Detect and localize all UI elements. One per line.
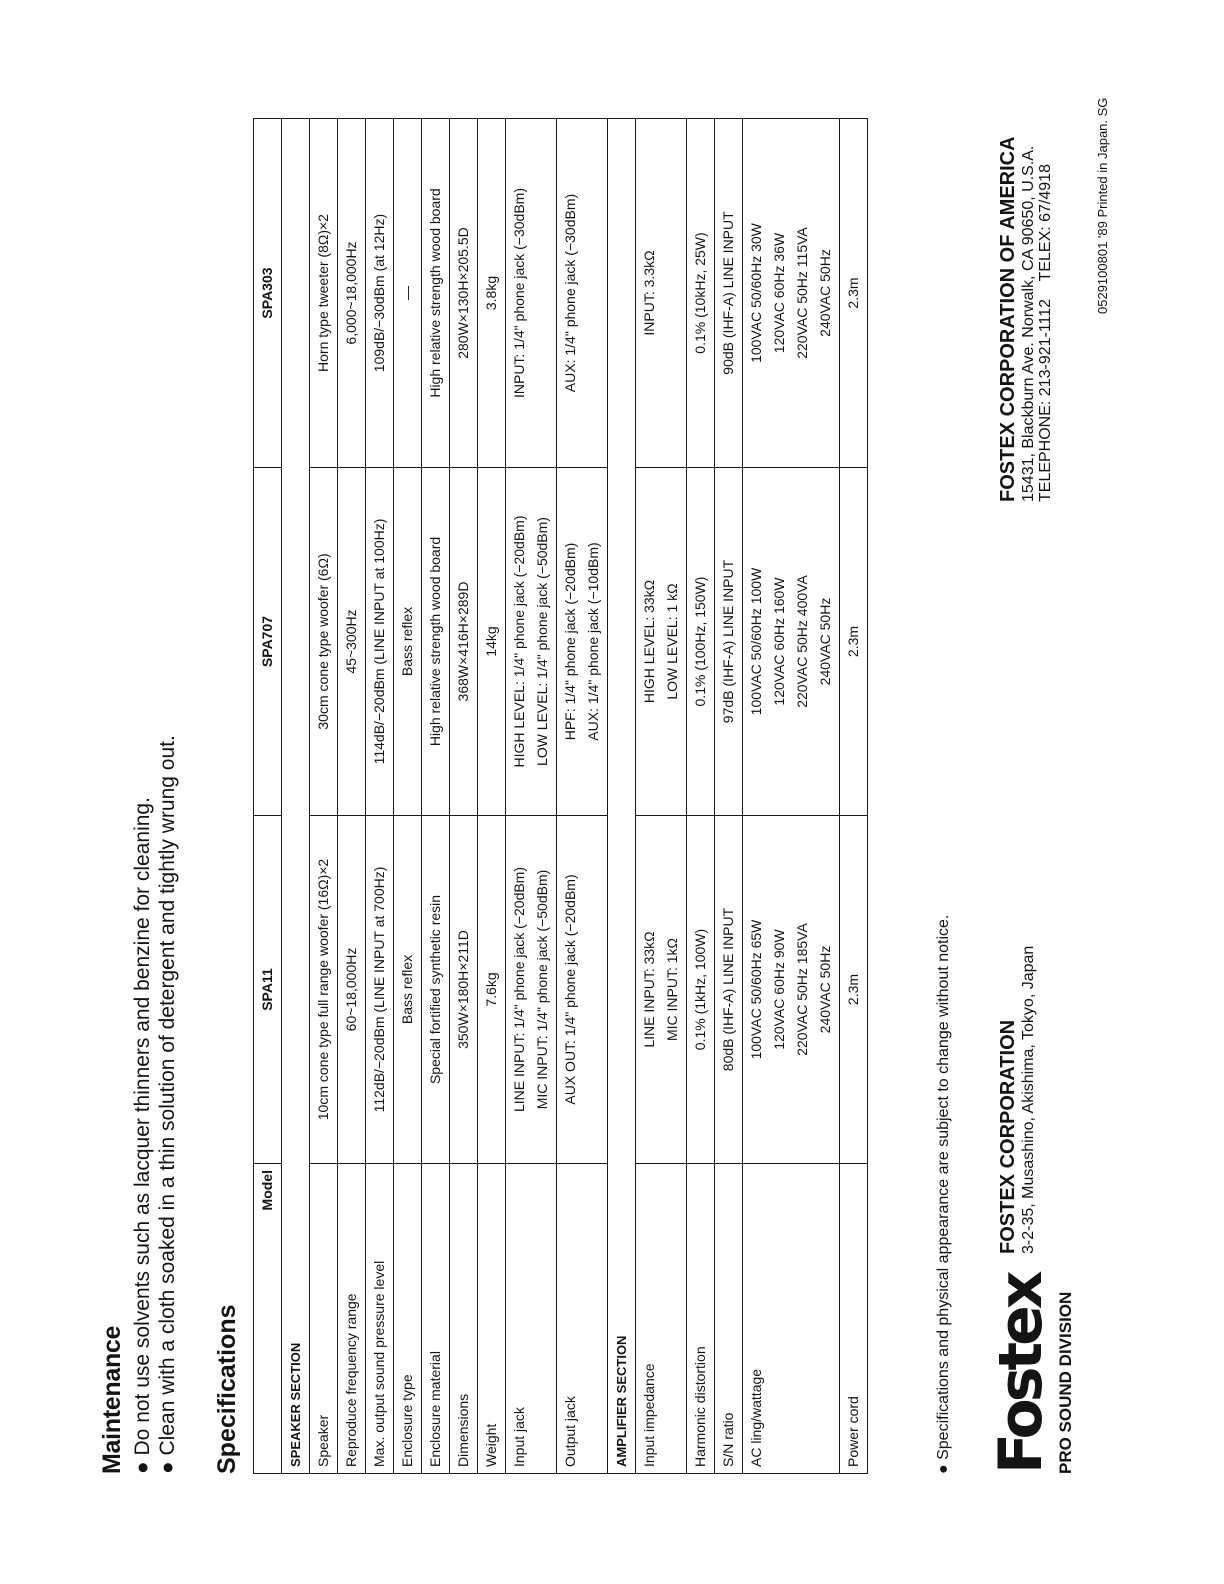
table-row: [450, 119, 478, 1474]
spec-value: 2.3m: [845, 625, 861, 658]
table-header-row: [254, 119, 282, 1474]
spec-value: 100VAC 50/60Hz 100W: [748, 567, 764, 716]
spec-value-cell: [743, 816, 840, 1164]
table-row: [715, 119, 743, 1474]
spec-label: AC ling/wattage: [743, 1164, 840, 1474]
spec-value: MIC INPUT: 1kΩ: [664, 937, 680, 1042]
spec-value: High relative strength wood board: [427, 536, 443, 747]
corporation-japan-name: FOSTEX CORPORATION: [997, 1019, 1019, 1254]
fostex-logo: Fostex: [986, 1274, 1056, 1474]
spec-value: AUX: 1/4" phone jack (−10dBm): [585, 542, 601, 741]
spec-value: 14kg: [483, 626, 499, 657]
section-heading: SPEAKER SECTION: [282, 119, 310, 1474]
spec-label: Max. output sound pressure level: [366, 1164, 394, 1474]
spec-value-cell: [557, 119, 608, 468]
model-name: SPA303: [254, 119, 282, 468]
spec-value: 120VAC 60Hz 90W: [771, 929, 787, 1050]
spec-value-cell: [394, 468, 422, 816]
spec-value-cell: [687, 468, 715, 816]
model-name: SPA707: [254, 468, 282, 816]
spec-label: S/N ratio: [715, 1164, 743, 1474]
spec-value-cell: [422, 468, 450, 816]
spec-value: 112dB/−20dBm (LINE INPUT at 700Hz): [371, 866, 387, 1113]
spec-value-cell: [310, 119, 338, 468]
spec-value: 350W×180H×211D: [455, 930, 471, 1049]
spec-value: 3.8kg: [483, 275, 499, 311]
print-info: 0529100801 '89 Printed in Japan. SG: [1095, 97, 1110, 314]
spec-value-cell: [338, 468, 366, 816]
spec-value: 100VAC 50/60Hz 65W: [748, 919, 764, 1060]
spec-label: Weight: [478, 1164, 506, 1474]
spec-value-cell: [310, 468, 338, 816]
maintenance-bullet: ● Clean with a cloth soaked in a thin solution of detergent and tightly wrung out.: [156, 735, 179, 1474]
spec-value: 10cm cone type full range woofer (16Ω)×2: [315, 858, 331, 1121]
spec-value-cell: [478, 468, 506, 816]
spec-value: 368W×416H×289D: [455, 581, 471, 702]
specifications-title: Specifications: [213, 1304, 241, 1474]
spec-value-cell: [840, 816, 868, 1164]
spec-value: 90dB (IHF-A) LINE INPUT: [720, 211, 736, 375]
spec-value: 100VAC 50/60Hz 30W: [748, 223, 764, 363]
corporation-america: [997, 136, 1054, 502]
spec-value-cell: [422, 119, 450, 468]
spec-value: 220VAC 50Hz 400VA: [794, 575, 810, 708]
spec-value: 240VAC 50Hz: [817, 597, 833, 686]
spec-value: LOW LEVEL: 1 kΩ: [664, 583, 680, 700]
spec-value-cell: [506, 468, 557, 816]
corporation-japan-address: 3-2-35, Musashino, Akishima, Tokyo, Japan: [1020, 945, 1037, 1254]
spec-value: MIC INPUT: 1/4" phone jack (−50dBm): [534, 869, 550, 1110]
spec-value: LINE INPUT: 1/4" phone jack (−20dBm): [511, 866, 527, 1113]
spec-value: 240VAC 50Hz: [817, 249, 833, 337]
table-row: [506, 119, 557, 1474]
section-row: [282, 119, 310, 1474]
spec-value: INPUT: 1/4" phone jack (−30dBm): [511, 188, 527, 399]
maintenance-bullet: ● Do not use solvents such as lacquer thinners and benzine for cleaning.: [131, 797, 154, 1474]
spec-value: 220VAC 50Hz 185VA: [794, 923, 810, 1056]
table-row: [687, 119, 715, 1474]
division-label: PRO SOUND DIVISION: [1056, 1291, 1075, 1474]
spec-value: HIGH LEVEL: 33kΩ: [641, 579, 657, 704]
model-name: SPA11: [254, 816, 282, 1164]
spec-value-cell: [715, 119, 743, 468]
section-heading: AMPLIFIER SECTION: [608, 119, 636, 1474]
spec-value-cell: [557, 816, 608, 1164]
spec-value: 30cm cone type woofer (6Ω): [315, 553, 331, 730]
spec-value-cell: [557, 468, 608, 816]
spec-value: Special fortified synthetic resin: [427, 894, 443, 1085]
spec-value-cell: [394, 816, 422, 1164]
spec-label: Reproduce frequency range: [338, 1164, 366, 1474]
corporation-america-name: FOSTEX CORPORATION OF AMERICA: [997, 136, 1019, 502]
table-row: [366, 119, 394, 1474]
spec-value: 220VAC 50Hz 115VA: [794, 227, 810, 359]
spec-value: 0.1% (10kHz, 25W): [692, 232, 708, 354]
table-row: [743, 119, 840, 1474]
spec-value-cell: [715, 816, 743, 1164]
spec-value: 120VAC 60Hz 36W: [771, 232, 787, 354]
spec-value-cell: [338, 119, 366, 468]
spec-value: HPF: 1/4" phone jack (−20dBm): [562, 542, 578, 741]
spec-value-cell: [715, 468, 743, 816]
spec-value: Bass reflex: [399, 954, 415, 1025]
spec-value: 280W×130H×205.5D: [455, 227, 471, 359]
spec-value: INPUT: 3.3kΩ: [641, 250, 657, 336]
table-row: [394, 119, 422, 1474]
table-row: [478, 119, 506, 1474]
spec-value: 240VAC 50Hz: [817, 945, 833, 1034]
spec-value: 0.1% (1kHz, 100W): [692, 928, 708, 1051]
spec-value: 6,000~18,000Hz: [343, 241, 359, 345]
maintenance-title: Maintenance: [98, 1325, 126, 1474]
spec-label: Speaker: [310, 1164, 338, 1474]
spec-value: Bass reflex: [399, 606, 415, 677]
spec-label: Harmonic distortion: [687, 1164, 715, 1474]
spec-value: 80dB (IHF-A) LINE INPUT: [720, 907, 736, 1072]
specifications-table: [253, 118, 868, 1474]
spec-value-cell: [310, 816, 338, 1164]
spec-value-cell: [743, 468, 840, 816]
spec-label: Enclosure type: [394, 1164, 422, 1474]
spec-value-cell: [450, 119, 478, 468]
spec-value: 120VAC 60Hz 160W: [771, 577, 787, 706]
spec-value-cell: [450, 816, 478, 1164]
spec-value: 45~300Hz: [343, 609, 359, 674]
corporation-america-phone: TELEPHONE: 213-921-1112 TELEX: 67/4918: [1037, 164, 1054, 502]
spec-value-cell: [506, 119, 557, 468]
table-row: [422, 119, 450, 1474]
spec-value: Horn type tweeter (8Ω)×2: [315, 214, 331, 372]
corporation-japan: [997, 946, 1037, 1254]
spec-value: 7.6kg: [483, 972, 499, 1007]
spec-value-cell: [840, 119, 868, 468]
spec-value: High relative strength wood board: [427, 188, 443, 398]
spec-value: AUX: 1/4" phone jack (−30dBm): [562, 193, 578, 393]
table-row: [636, 119, 687, 1474]
spec-value-cell: [636, 119, 687, 468]
spec-value-cell: [450, 468, 478, 816]
spec-label: Power cord: [840, 1164, 868, 1474]
spec-value: 0.1% (100Hz, 150W): [692, 576, 708, 707]
model-header: Model: [254, 1164, 282, 1474]
spec-value: 2.3m: [845, 973, 861, 1006]
spec-value: 114dB/−20dBm (LINE INPUT at 100Hz): [371, 518, 387, 765]
table-row: [840, 119, 868, 1474]
spec-label: Output jack: [557, 1164, 608, 1474]
spec-value-cell: [366, 816, 394, 1164]
spec-value-cell: [687, 816, 715, 1164]
spec-value: 60~18,000Hz: [343, 947, 359, 1032]
spec-value: LINE INPUT: 33kΩ: [641, 931, 657, 1048]
spec-value: 109dB/−30dBm (at 12Hz): [371, 213, 387, 373]
spec-value-cell: [422, 816, 450, 1164]
spec-value: 97dB (IHF-A) LINE INPUT: [720, 559, 736, 724]
spec-value-cell: [366, 119, 394, 468]
spec-value-cell: [366, 468, 394, 816]
spec-value-cell: [478, 119, 506, 468]
spec-value: AUX OUT: 1/4" phone jack (−20dBm): [562, 874, 578, 1105]
spec-label: Input impedance: [636, 1164, 687, 1474]
spec-value: LOW LEVEL: 1/4" phone jack (−50dBm): [534, 517, 550, 766]
table-row: [338, 119, 366, 1474]
spec-value: 2.3m: [845, 277, 861, 309]
spec-value-cell: [636, 468, 687, 816]
spec-value-cell: [478, 816, 506, 1164]
spec-value-cell: [636, 816, 687, 1164]
spec-value-cell: [506, 816, 557, 1164]
spec-value-cell: [743, 119, 840, 468]
spec-value-cell: [687, 119, 715, 468]
spec-value-cell: [338, 816, 366, 1164]
spec-label: Input jack: [506, 1164, 557, 1474]
spec-value-cell: [394, 119, 422, 468]
table-row: [310, 119, 338, 1474]
corporation-america-address: 15431, Blackburn Ave. Norwalk, CA 90650, U.S.A.: [1020, 145, 1037, 502]
table-row: [557, 119, 608, 1474]
spec-label: Dimensions: [450, 1164, 478, 1474]
spec-value-cell: [840, 468, 868, 816]
spec-value: —: [399, 286, 415, 300]
specifications-notice: ● Specifications and physical appearance are subject to change without notice.: [935, 914, 952, 1474]
spec-label: Enclosure material: [422, 1164, 450, 1474]
section-row: [608, 119, 636, 1474]
spec-value: HIGH LEVEL: 1/4" phone jack (−20dBm): [511, 515, 527, 768]
